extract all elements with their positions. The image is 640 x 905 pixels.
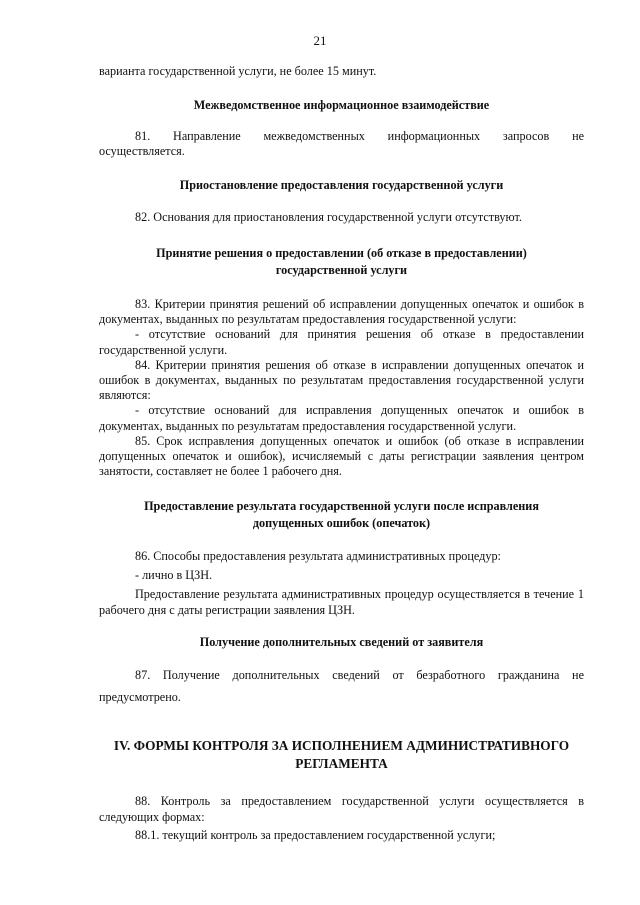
heading-section-iv-line2: РЕГЛАМЕНТА (295, 756, 388, 771)
section-iv-body (99, 793, 584, 843)
result-body (99, 548, 584, 618)
intro-text: варианта государственной услуги, не более 15 минут. (99, 64, 377, 78)
heading-section-iv (99, 737, 584, 773)
heading-additional-info: Получение дополнительных сведений от заявителя (199, 635, 484, 649)
paragraph-88-1: 88.1. текущий контроль за предоставлением государственной услуги; (135, 828, 496, 842)
paragraph-83: 83. Критерии принятия решений об исправлении допущенных опечаток и ошибок в документах, выданных по результатам предоставления государственной услуги: (99, 297, 584, 327)
paragraph-86-item: - лично в ЦЗН. (135, 568, 213, 582)
paragraph-88: 88. Контроль за предоставлением государственной услуги осуществляется в следующих формах: (99, 794, 584, 824)
paragraph-82: 82. Основания для приостановления государственной услуги отсутствуют. (135, 210, 522, 224)
decision-body (99, 297, 584, 479)
paragraph-85: 85. Срок исправления допущенных опечаток и ошибок (об отказе в исправлении допущенных опечаток и ошибок), исчисляемый с даты регистрации заявления центром занятости, составляет не более 1 рабочего дня. (99, 433, 584, 479)
paragraph-81-line1: 81. Направление межведомственных информационных запросов не (135, 129, 584, 143)
paragraph-83-item: - отсутствие оснований для принятия решения об отказе в предоставлении государственной услуги. (99, 327, 584, 357)
heading-suspension: Приостановление предоставления государственной услуги (179, 178, 504, 192)
paragraph-81-line2: осуществляется. (99, 144, 185, 158)
paragraph-87-line2: предусмотрено. (99, 690, 181, 704)
heading-result (99, 498, 584, 532)
heading-result-line2: допущенных ошибок (опечаток) (252, 516, 431, 530)
paragraph-87-line1: 87. Получение дополнительных сведений от безработного гражданина не (135, 668, 584, 682)
heading-interagency: Межведомственное информационное взаимодействие (193, 98, 490, 112)
heading-decision-line2: государственной услуги (275, 263, 408, 277)
heading-section-iv-line1: IV. ФОРМЫ КОНТРОЛЯ ЗА ИСПОЛНЕНИЕМ АДМИНИСТРАТИВНОГО (113, 738, 570, 753)
heading-result-line1: Предоставление результата государственной услуги после исправления (144, 499, 539, 513)
paragraph-86: 86. Способы предоставления результата административных процедур: (135, 549, 501, 563)
page-number: 21 (313, 33, 327, 48)
paragraph-84-item: - отсутствие оснований для исправления допущенных опечаток и ошибок в документах, выданных по результатам предоставления государственной услуги. (99, 403, 584, 433)
heading-decision (99, 245, 584, 279)
paragraph-86-term: Предоставление результата административных процедур осуществляется в течение 1 рабочего дня с даты регистрации заявления ЦЗН. (99, 587, 584, 617)
paragraph-84: 84. Критерии принятия решения об отказе в исправлении допущенных опечаток и ошибок в документах, выданных по результатам предоставления государственной услуги являются: (99, 357, 584, 403)
heading-decision-line1: Принятие решения о предоставлении (об отказе в предоставлении) (156, 246, 527, 260)
